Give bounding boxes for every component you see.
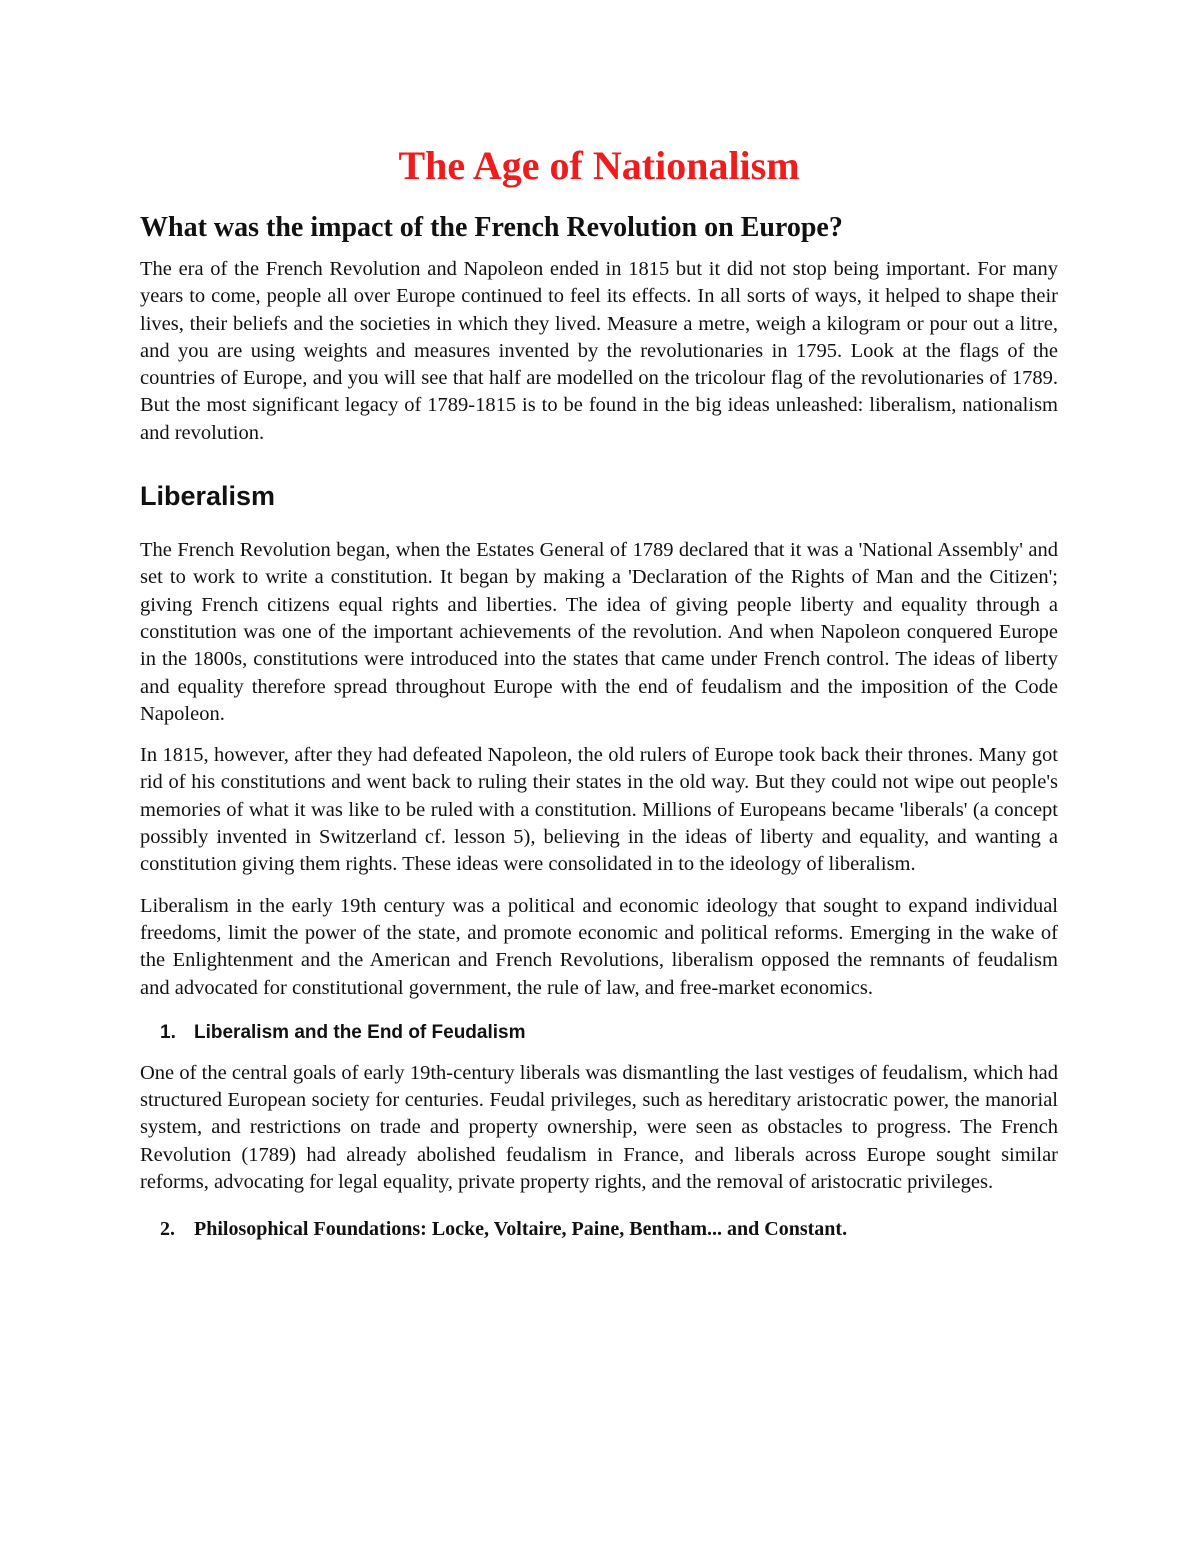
numbered-heading-1-number: 1. — [160, 1021, 176, 1043]
section-heading-liberalism: Liberalism — [140, 481, 276, 512]
numbered-heading-2-label: Philosophical Foundations: Locke, Voltaire, Paine, Bentham... and Constant. — [194, 1218, 848, 1241]
numbered-heading-1-label: Liberalism and the End of Feudalism — [194, 1021, 526, 1043]
document-content — [140, 140, 1058, 1256]
numbered-heading-2-number: 2. — [160, 1218, 175, 1241]
document-title: The Age of Nationalism — [398, 143, 800, 188]
numbered-heading-2 — [140, 1216, 1058, 1242]
paragraph-french-revolution: The French Revolution began, when the Estates General of 1789 declared that it was a 'National Assembly' and set to work to write a constitution. It began by making a 'Declaration of the Rights of Man and the Citizen'; giving French citizens equal rights and liberties. The idea of giving people liberty and equality through a constitution was one of the important achievements of the revolution. And when Napoleon conquered Europe in the 1800s, constitutions were introduced into the states that came under French control. The ideas of liberty and equality therefore spread throughout Europe with the end of feudalism and the imposition of the Code Napoleon. — [140, 539, 1058, 725]
intro-paragraph: The era of the French Revolution and Napoleon ended in 1815 but it did not stop being important. For many years to come, people all over Europe continued to feel its effects. In all sorts of ways, it helped to shape their lives, their beliefs and the societies in which they lived. Measure a metre, weigh a kilogram or pour out a litre, and you are using weights and measures invented by the revolutionaries in 1795. Look at the flags of the countries of Europe, and you will see that half are modelled on the tricolour flag of the revolutionaries of 1789. But the most significant legacy of 1789-1815 is to be found in the big ideas unleashed: liberalism, nationalism and revolution. — [140, 258, 1058, 444]
document-subtitle: What was the impact of the French Revolution on Europe? — [140, 212, 843, 243]
paragraph-end-of-feudalism: One of the central goals of early 19th-century liberals was dismantling the last vestiges of feudalism, which had structured European society for centuries. Feudal privileges, such as hereditary aristocratic power, the manorial system, and restrictions on trade and property ownership, were seen as obstacles to progress. The French Revolution (1789) had already abolished feudalism in France, and liberals across Europe sought similar reforms, advocating for legal equality, private property rights, and the removal of aristocratic privileges. — [140, 1061, 1058, 1194]
paragraph-1815: In 1815, however, after they had defeated Napoleon, the old rulers of Europe took back their thrones. Many got rid of his constitutions and went back to ruling their states in the old way. But they could not wipe out people's memories of what it was like to be ruled with a constitution. Millions of Europeans became 'liberals' (a concept possibly invented in Switzerland cf. lesson 5), believing in the ideas of liberty and equality, and wanting a constitution giving them rights. These ideas were consolidated in to the ideology of liberalism. — [140, 744, 1058, 876]
numbered-heading-1 — [140, 1020, 1058, 1046]
paragraph-liberalism-definition: Liberalism in the early 19th century was a political and economic ideology that sought to expand individual freedoms, limit the power of the state, and promote economic and political reforms. Emerging in the wake of the Enlightenment and the American and French Revolutions, liberalism opposed the remnants of feudalism and advocated for constitutional government, the rule of law, and free-market economics. — [140, 894, 1058, 999]
